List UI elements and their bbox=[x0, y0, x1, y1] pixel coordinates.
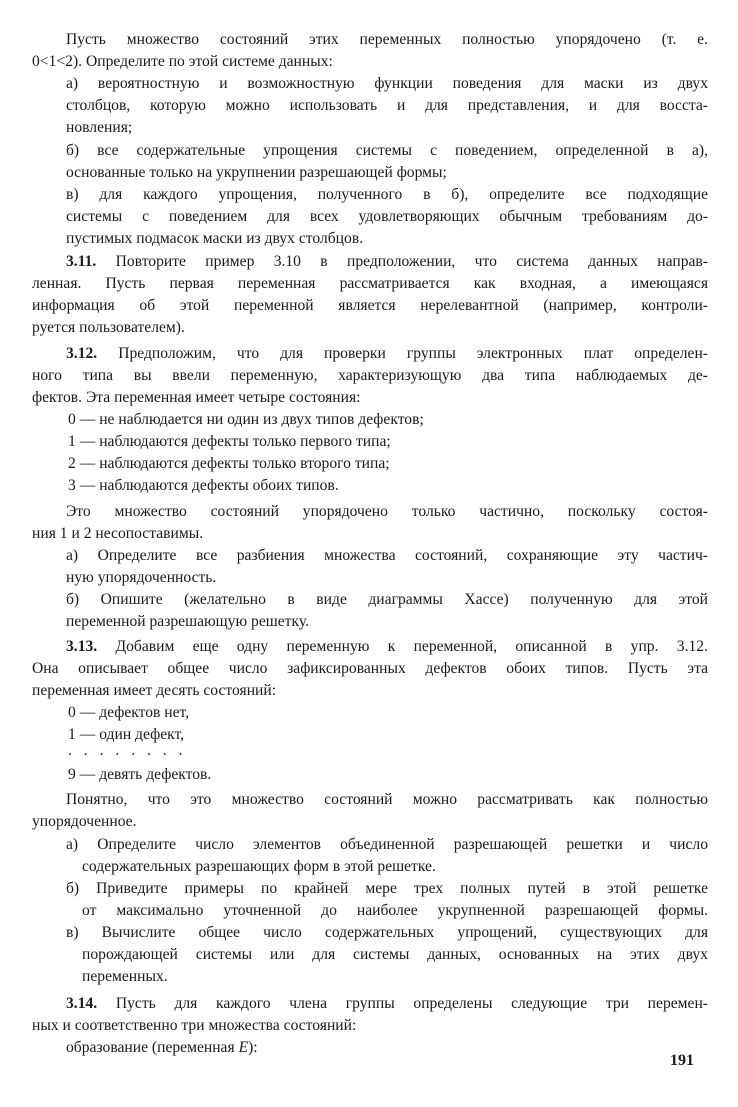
text-line: ния 1 и 2 несопоставимы. bbox=[32, 525, 204, 542]
exercise-3-14: 3.14. Пусть для каждого члена группы определены следующие три перемен- bbox=[66, 995, 708, 1012]
text-line: а) вероятностную и возможностную функции поведения для маски из двух bbox=[66, 75, 708, 92]
state-item: 0 — не наблюдается ни один из двух типов дефектов; bbox=[68, 411, 424, 428]
text-line: 0<1<2). Определите по этой системе данных: bbox=[32, 53, 333, 70]
exercise-3-13: 3.13. Добавим еще одну переменную к переменной, описанной в упр. 3.12. bbox=[66, 638, 708, 655]
text-line: содержательных разрешающих форм в этой решетке. bbox=[82, 858, 436, 875]
text-line: Понятно, что это множество состояний можно рассматривать как полностью bbox=[66, 791, 708, 808]
exercise-number: 3.11. bbox=[66, 253, 97, 270]
text-line: образование (переменная E): bbox=[66, 1039, 258, 1056]
text-line: Пусть множество состояний этих переменных полностью упорядочено (т. е. bbox=[66, 31, 708, 48]
text-line: фектов. Эта переменная имеет четыре состояния: bbox=[32, 389, 361, 406]
text-line: переменная имеет десять состояний: bbox=[32, 682, 277, 699]
state-item: 1 — наблюдаются дефекты только первого типа; bbox=[68, 433, 391, 450]
text-line: переменной разрешающую решетку. bbox=[66, 613, 309, 630]
text-line: новления; bbox=[66, 119, 133, 136]
exercise-number: 3.12. bbox=[66, 345, 98, 362]
text-line: ного типа вы ввели переменную, характеризующую два типа наблюдаемых де- bbox=[32, 367, 708, 384]
text-line: столбцов, которую можно использовать и для представления, и для восста- bbox=[66, 97, 708, 114]
state-item: 9 — девять дефектов. bbox=[68, 766, 212, 783]
text-line: пустимых подмасок маски из двух столбцов. bbox=[66, 230, 364, 247]
text-line: переменных. bbox=[82, 968, 168, 985]
exercise-3-11: 3.11. Повторите пример 3.10 в предположении, что система данных направ- bbox=[66, 253, 708, 270]
text-line: порождающей системы или для системы данных, основанных на этих двух bbox=[82, 946, 708, 963]
text-line: Это множество состояний упорядочено только частично, поскольку состоя- bbox=[66, 503, 708, 520]
text-line: системы с поведением для всех удовлетворяющих обычным требованиям до- bbox=[66, 208, 708, 225]
text-line: от максимально уточненной до наиболее укрупненной разрешающей формы. bbox=[82, 902, 708, 919]
text-line: упорядоченное. bbox=[32, 813, 137, 830]
state-item: 2 — наблюдаются дефекты только второго типа; bbox=[68, 455, 390, 472]
text-line: а) Определите все разбиения множества состояний, сохраняющие эту частич- bbox=[66, 547, 708, 564]
page-number: 191 bbox=[670, 1052, 694, 1069]
text-line: руется пользователем). bbox=[32, 319, 185, 336]
text-line: б) все содержательные упрощения системы с поведением, определенной в а), bbox=[66, 142, 708, 159]
text-line: в) для каждого упрощения, полученного в б), определите все подходящие bbox=[66, 186, 708, 203]
state-item: 0 — дефектов нет, bbox=[68, 704, 190, 721]
exercise-number: 3.14. bbox=[66, 995, 98, 1012]
text-line: основанные только на укрупнении разрешающей формы; bbox=[66, 164, 447, 181]
text-line: ленная. Пусть первая переменная рассматривается как входная, а имеющаяся bbox=[32, 275, 708, 292]
text-line: ную упорядоченность. bbox=[66, 569, 217, 586]
text-line: в) Вычислите общее число содержательных упрощений, существующих для bbox=[66, 924, 708, 941]
text-line: информация об этой переменной является нерелевантной (например, контроли- bbox=[32, 297, 708, 314]
text-line: б) Приведите примеры по крайней мере трех полных путей в этой решетке bbox=[66, 880, 708, 897]
text-line: б) Опишите (желательно в виде диаграммы Хассе) полученную для этой bbox=[66, 591, 708, 608]
text-line: ных и соответственно три множества состояний: bbox=[32, 1017, 357, 1034]
state-item: 1 — один дефект, bbox=[68, 726, 185, 743]
variable-e: E bbox=[238, 1039, 249, 1056]
exercise-number: 3.13. bbox=[66, 638, 98, 655]
ellipsis-row: . . . . . . . . bbox=[68, 742, 187, 759]
text-line: Она описывает общее число зафиксированных дефектов обоих типов. Пусть эта bbox=[32, 660, 708, 677]
text-line: а) Определите число элементов объединенной разрешающей решетки и число bbox=[66, 836, 708, 853]
exercise-3-12: 3.12. Предположим, что для проверки группы электронных плат определен- bbox=[66, 345, 709, 362]
state-item: 3 — наблюдаются дефекты обоих типов. bbox=[68, 477, 339, 494]
